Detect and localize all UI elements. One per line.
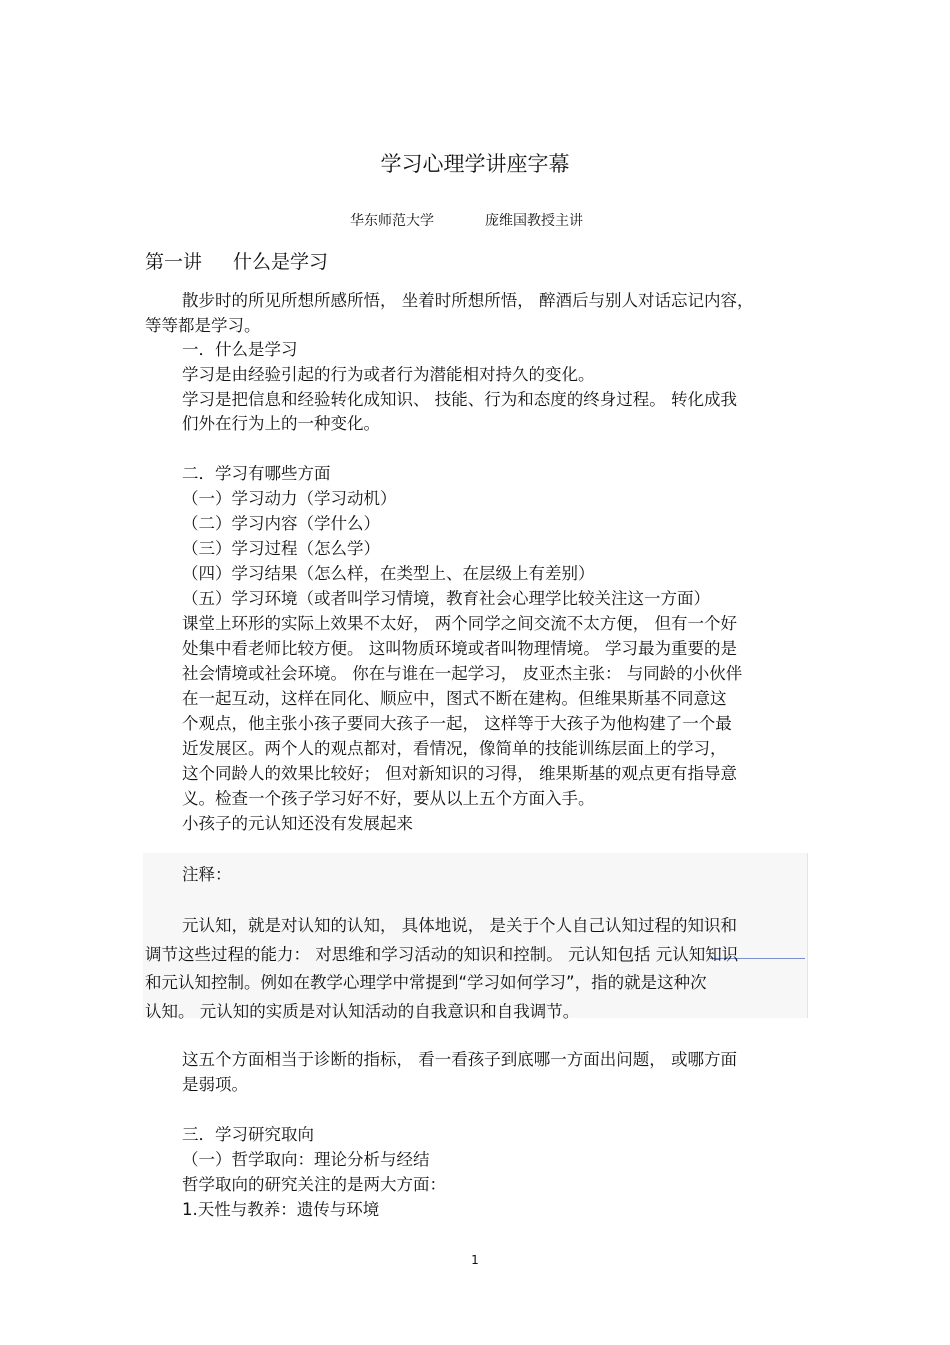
paragraph-line: 等等都是学习。 xyxy=(145,316,261,335)
list-item: （一）学习动力（学习动机） xyxy=(182,489,397,508)
paragraph-line: 这五个方面相当于诊断的指标， 看一看孩子到底哪一方面出问题， 或哪方面 xyxy=(182,1050,737,1069)
subtitle-lecturer: 庞维国教授主讲 xyxy=(485,213,583,229)
section-heading: 一．什么是学习 xyxy=(182,340,298,359)
paragraph-line: 哲学取向的研究关注的是两大方面： xyxy=(182,1175,446,1194)
paragraph-line: 个观点，他主张小孩子要同大孩子一起， 这样等于大孩子为他构建了一个最 xyxy=(182,714,732,733)
list-item: （四）学习结果（怎么样，在类型上、在层级上有差别） xyxy=(182,564,595,583)
section-heading: 二．学习有哪些方面 xyxy=(182,464,331,483)
paragraph-line: 们外在行为上的一种变化。 xyxy=(182,414,380,433)
lecture-heading-text: 什么是学习 xyxy=(233,251,329,273)
subtitle-university: 华东师范大学 xyxy=(350,213,434,229)
paragraph-line: 社会情境或社会环境。 你在与谁在一起学习， 皮亚杰主张： 与同龄的小伙伴 xyxy=(182,664,743,683)
document-title: 学习心理学讲座字幕 xyxy=(380,152,570,176)
list-item: （五）学习环境（或者叫学习情境，教育社会心理学比较关注这一方面） xyxy=(182,589,710,608)
paragraph-line: 这个同龄人的效果比较好； 但对新知识的习得， 维果斯基的观点更有指导意 xyxy=(182,764,737,783)
note-line: 和元认知控制。例如在教学心理学中常提到“学习如何学习”，指的就是这种次 xyxy=(145,973,707,992)
paragraph-line: 小孩子的元认知还没有发展起来 xyxy=(182,814,413,833)
note-line: 调节这些过程的能力： 对思维和学习活动的知识和控制。 元认知包括 元认知知识 xyxy=(145,945,739,964)
paragraph-line: 义。检查一个孩子学习好不好，要从以上五个方面入手。 xyxy=(182,789,595,808)
page-number: 1 xyxy=(471,1253,479,1267)
paragraph-line: 课堂上环形的实际上效果不太好， 两个同学之间交流不太方便， 但有一个好 xyxy=(182,614,737,633)
list-item: （三）学习过程（怎么学） xyxy=(182,539,380,558)
paragraph-line: 在一起互动，这样在同化、顺应中，图式不断在建构。但维果斯基不同意这 xyxy=(182,689,727,708)
paragraph-line: 学习是把信息和经验转化成知识、 技能、行为和态度的终身过程。 转化成我 xyxy=(182,390,737,409)
paragraph-line: 是弱项。 xyxy=(182,1075,248,1094)
paragraph-line: 处集中看老师比较方便。 这叫物质环境或者叫物理情境。 学习最为重要的是 xyxy=(182,639,737,658)
note-line: 认知。 元认知的实质是对认知活动的自我意识和自我调节。 xyxy=(145,1002,580,1021)
section-heading: 三．学习研究取向 xyxy=(182,1125,314,1144)
list-item: （二）学习内容（学什么） xyxy=(182,514,380,533)
paragraph-line: 散步时的所见所想所感所悟， 坐着时所想所悟， 醉酒后与别人对话忘记内容， xyxy=(182,291,754,310)
list-item: 1.天性与教养：遗传与环境 xyxy=(182,1200,380,1219)
note-line: 元认知，就是对认知的认知， 具体地说， 是关于个人自己认知过程的知识和 xyxy=(182,916,737,935)
lecture-number: 第一讲 xyxy=(145,251,203,273)
paragraph-line: 近发展区。两个人的观点都对，看情况，像简单的技能训练层面上的学习， xyxy=(182,739,727,758)
paragraph-line: 学习是由经验引起的行为或者行为潜能相对持久的变化。 xyxy=(182,365,595,384)
note-label: 注释： xyxy=(182,865,232,884)
list-item: （一）哲学取向：理论分析与经结 xyxy=(182,1150,430,1169)
